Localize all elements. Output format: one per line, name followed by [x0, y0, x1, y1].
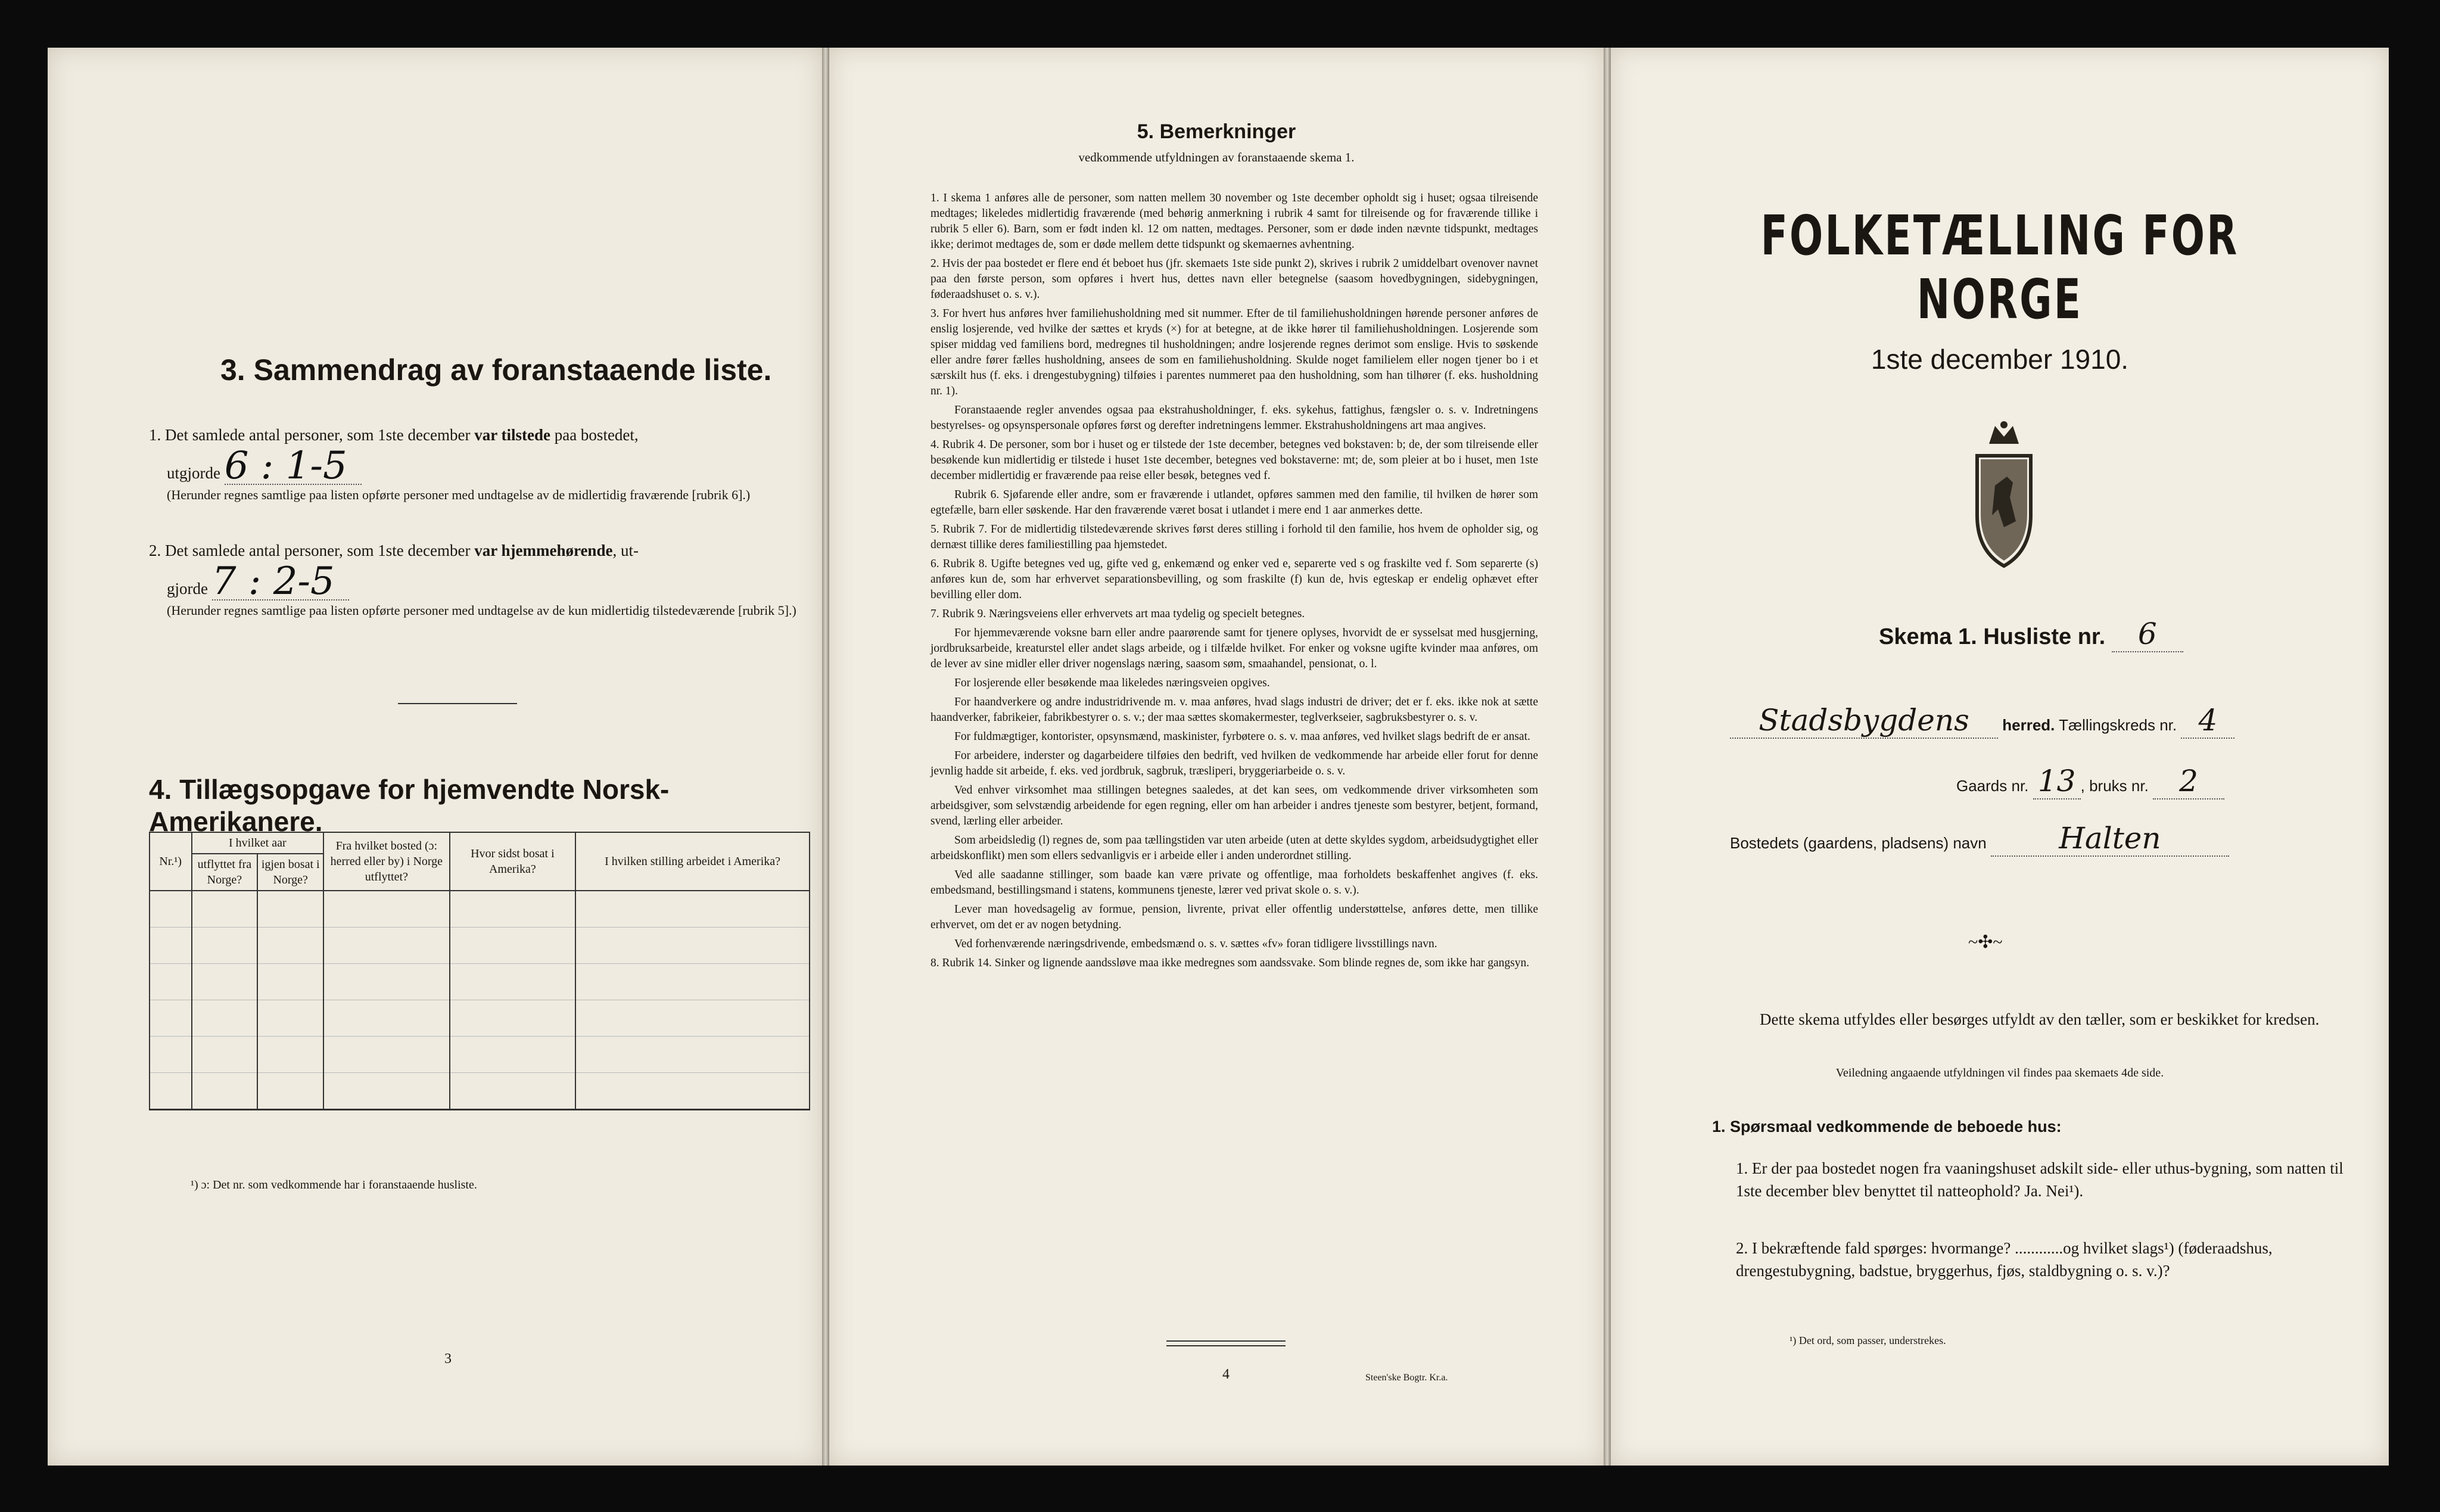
gaards-label: Gaards nr.: [1956, 777, 2029, 795]
table-row: [150, 1073, 810, 1110]
double-rule: [1166, 1340, 1286, 1346]
table-row: [150, 964, 810, 1000]
bosted-value: Halten: [1991, 821, 2229, 857]
table-row: [150, 1000, 810, 1037]
col-nr: Nr.¹): [150, 832, 192, 891]
bruks-label: , bruks nr.: [2080, 777, 2149, 795]
remark: For hjemmeværende voksne barn eller andre paarørende samt for tjenere oplyses, hvorvidt de er sysselsat med husgjerning, jordbruksarbeide, kreaturstel eller andet slags arbeide, og i tilfælde hvilket. For enker og voksne ugifte kvinder maa anføres, om de lever av sine midler eller driver nogenslags næring, saasom søm, smaahandel, pensionat, o. l.: [930, 627, 1538, 670]
divider: [398, 703, 517, 704]
item2-note: (Herunder regnes samtlige paa listen opførte personer med undtagelse av de kun midlertidig tilstedeværende [rubrik 5].): [167, 603, 796, 618]
intro-text: Dette skema utfyldes eller besørges utfyldt av den tæller, som er beskikket for kredsen.: [1760, 1010, 2320, 1028]
remark: 2. Hvis der paa bostedet er flere end ét beboet hus (jfr. skemaets 1ste side punkt 2), skrives i rubrik 2 umiddelbart ovenover navnet paa den første person, som opføres i hvert hus, dettes navn eller betegnelse (saasom hovedbygningen, sidebygningen, føderaadshuset o. s. v.).: [930, 257, 1538, 301]
page-fold: [822, 48, 829, 1466]
col-igjen-bosat: igjen bosat i Norge?: [257, 854, 323, 891]
remark: For losjerende eller besøkende maa likeledes næringsveien opgives.: [954, 677, 1270, 689]
remark: Rubrik 6. Sjøfarende eller andre, som er fraværende i utlandet, opføres sammen med den familie, til hvilken de hører som egtefælle, barn eller søskende. Har den fraværende været bosat i utlandet i mere end 1 aar anmerkes dette.: [930, 489, 1538, 517]
remark: 7. Rubrik 9. Næringsveiens eller erhvervets art maa tydelig og specielt betegnes.: [930, 608, 1305, 620]
remark: 1. I skema 1 anføres alle de personer, som natten mellem 30 november og 1ste december opholdt sig i huset; ogsaa tilreisende medtages; likeledes midlertidig fraværende (med behørig anmerkning i rubrik 4 samt for tilreisende og for fraværende tillike i rubrik 5 eller 6). Barn, som er født inden kl. 12 om natten, medtages. Personer, som er døde inden nævnte tidspunkt, medtages ikke; derimot medtages de, som er døde mellem dette tidspunkt og skemaernes avhentning.: [930, 192, 1538, 251]
remark: Ved alle saadanne stillinger, som baade kan være private og offentlige, maa forholdets beskaffenhet angives (f. eks. embedsmand, bestillingsmand i statens, kommunens tjeneste, lærer ved privat skole o. s. v.).: [930, 869, 1538, 897]
page-3: [48, 48, 822, 1466]
remark: Foranstaaende regler anvendes ogsaa paa ekstrahusholdninger, f. eks. sykehus, fattighus, fængsler o. s. v. Indretningens bestyrelses- og opsynspersonale opføres først og derefter indretningens lemmer. Ekstrahusholdningens art maa angives.: [930, 404, 1538, 432]
question-2: 2. I bekræftende fald spørges: hvormange? ............og hvilket slags¹) (føderaadshus, drengestubygning, badstue, bryggerhus, fjøs, staldbygning o. s. v.)?: [1736, 1239, 2273, 1280]
skema-line: [1879, 617, 2183, 652]
bosted-line: [1730, 821, 2229, 857]
table-row: [150, 891, 810, 928]
gaards-line: [1956, 764, 2224, 799]
page-number-4: 4: [1222, 1367, 1230, 1382]
page-fold: [1604, 48, 1611, 1466]
remark: Som arbeidsledig (l) regnes de, som paa tællingstiden var uten arbeide (uten at dette skyldes sygdom, arbeidsudygtighet eller arbeidskonflikt) men som ellers sedvanligvis er i arbeide eller i anden underordnet stilling.: [930, 834, 1538, 862]
remark: 8. Rubrik 14. Sinker og lignende aandssløve maa ikke medregnes som aandssvake. Som blinde regnes de, som ikke har gangsyn.: [930, 957, 1530, 969]
norway-coat-of-arms-icon: [1971, 420, 2037, 569]
item2-handwritten-value: 7 : 2-5: [212, 564, 349, 601]
item1-handwritten-value: 6 : 1-5: [225, 448, 362, 485]
item2-text: 2. Det samlede antal personer, som 1ste december: [149, 542, 475, 559]
item1-text: 1. Det samlede antal personer, som 1ste december: [149, 426, 475, 444]
herred-label: herred.: [2002, 716, 2055, 734]
summary-item-1: [149, 422, 810, 504]
remark: Ved enhver virksomhet maa stillingen betegnes saaledes, at det kan sees, om vedkommende driver virksomheten som arbeidsgiver, som selvstændig arbeidende for egen regning, eller om han arbeider i andres tjeneste som bestyrer, betjent, formand, svend, lærling eller arbeider.: [930, 784, 1538, 827]
item1-bold: var tilstede: [474, 426, 550, 444]
summary-item-2: [149, 537, 810, 620]
item1-note: (Herunder regnes samtlige paa listen opførte personer med undtagelse av de midlertidig fraværende [rubrik 6].): [167, 487, 751, 502]
section-3-title: 3. Sammendrag av foranstaaende liste.: [220, 353, 772, 387]
item1-utgjorde: utgjorde: [167, 464, 220, 482]
bruks-value: 2: [2153, 764, 2224, 799]
item2-utgjorde: gjorde: [167, 580, 208, 598]
page-4: [829, 48, 1604, 1466]
kreds-label: Tællingskreds nr.: [2059, 716, 2177, 734]
questions-heading: 1. Spørsmaal vedkommende de beboede hus:: [1712, 1118, 2062, 1135]
remark: Ved forhenværende næringsdrivende, embedsmænd o. s. v. sættes «fv» foran tidligere livsstillings navn.: [954, 938, 1437, 950]
question-1: 1. Er der paa bostedet nogen fra vaaningshuset adskilt side- eller uthus-bygning, som natten til 1ste december blev benyttet til natteophold? Ja. Nei¹).: [1736, 1159, 2343, 1200]
cover-footnote: ¹) Det ord, som passer, understrekes.: [1789, 1334, 1946, 1346]
item2-text-end: , ut-: [612, 542, 639, 559]
col-stilling: I hvilken stilling arbeidet i Amerika?: [575, 832, 810, 891]
col-bosted: Fra hvilket bosted (ɔ: herred eller by) i Norge utflyttet?: [323, 832, 450, 891]
intro-subtext: Veiledning angaaende utfyldningen vil findes paa skemaets 4de side.: [1835, 1066, 2164, 1079]
item1-text-end: paa bostedet,: [550, 426, 639, 444]
remark: For fuldmægtiger, kontorister, opsynsmænd, maskinister, fyrbøtere o. s. v. maa anføres, ved hvilket slags bedrift de er ansat.: [954, 730, 1530, 743]
herred-value: Stadsbygdens: [1730, 703, 1998, 739]
husliste-nr-value: 6: [2112, 617, 2183, 652]
remark: 5. Rubrik 7. For de midlertidig tilstedeværende skrives først deres stilling i forhold til den familie, hos hvem de opholder sig, og dernæst tillike deres familiestilling paa hjemstedet.: [930, 523, 1538, 551]
remarks-title: 5. Bemerkninger: [1137, 120, 1296, 143]
remark: For arbeidere, inderster og dagarbeidere tilføies den bedrift, ved hvilken de vedkommende har arbeide eller forut for denne jevnlig hadde sit arbeide, f. eks. ved jordbruk, sagbruk, træsliperi, bryggeriarbeide o. s. v.: [930, 749, 1538, 777]
census-title: FOLKETÆLLING FOR NORGE: [1760, 204, 2239, 331]
item2-bold: var hjemmehørende: [474, 542, 613, 559]
table-row: [150, 928, 810, 964]
remark: 6. Rubrik 8. Ugifte betegnes ved ug, gifte ved g, enkemænd og enker ved e, separerte ved s og fraskilte ved f. Som separerte (s) anføres kun de, som har erhvervet separationsbevilling, og som fraskilte (f) kun de, hvis egteskap er endelig ophævet efter bevilling eller dom.: [930, 558, 1538, 601]
printer-credit: Steen'ske Bogtr. Kr.a.: [1365, 1373, 1448, 1383]
gaards-value: 13: [2033, 764, 2081, 799]
remark: For haandverkere og andre industridrivende m. v. maa anføres, hvad slags industri de driver; det er f. eks. ikke nok at sætte haandverker, fabrikeier, fabrikbestyrer o. s. v.; der maa sættes skomakermester, teglverkseier, sagbruksbestyrer o. s. v.: [930, 696, 1538, 724]
col-utflyttet: utflyttet fra Norge?: [192, 854, 258, 891]
remarks-subtitle: vedkommende utfyldningen av foranstaaende skema 1.: [1078, 150, 1355, 164]
bosted-label: Bostedets (gaardens, pladsens) navn: [1730, 834, 1987, 852]
skema-label: Skema 1. Husliste nr.: [1879, 624, 2106, 649]
remark: 3. For hvert hus anføres hver familiehusholdning med sit nummer. Efter de til familiehusholdningen hørende personer anføres de enslig losjerende, ved hvilke der sættes et kryds (×) for at betegne, at de ikke hører til familiehusholdningen. Losjerende som spiser middag ved familiens bord, medregnes til husholdningen; andre losjerende regnes derimot som enslige. Hvis to søskende eller andre fører fælles husholdning, ansees de som en familiehusholdning. Skulde noget familielem eller nogen tjener bo i et særskilt hus (f. eks. i drengestubygning) tilføies i parentes nummeret paa den husholdning, som han tilhører (f. eks. husholdning nr. 1).: [930, 307, 1538, 397]
page-number-3: 3: [444, 1351, 452, 1367]
remarks-list: [930, 191, 1538, 975]
section-4-title: 4. Tillægsopgave for hjemvendte Norsk-Amerikanere.: [149, 774, 670, 837]
kreds-value: 4: [2181, 703, 2234, 739]
table-footnote: ¹) ɔ: Det nr. som vedkommende har i foranstaaende husliste.: [191, 1178, 477, 1191]
norsk-amerikanere-table: [149, 832, 810, 1110]
table-row: [150, 1037, 810, 1073]
page-1-cover: [1611, 48, 2389, 1466]
remark: 4. Rubrik 4. De personer, som bor i huset og er tilstede der 1ste december, betegnes ved bokstaven: b; de, der som tilreisende eller besøkende kun midlertidig er tilstede i huset 1ste december, betegnes ved bokstaverne: mt; de, som pleier at bo i huset, men 1ste december midlertidig er fraværende paa reise eller besøk, betegnes ved f.: [930, 438, 1538, 482]
ornament: ~✣~: [1968, 932, 2003, 952]
col-sidst-bosat: Hvor sidst bosat i Amerika?: [450, 832, 576, 891]
census-date: 1ste december 1910.: [1871, 344, 2129, 375]
col-aar-group: I hvilket aar: [192, 832, 324, 854]
herred-line: [1730, 703, 2234, 739]
remark: Lever man hovedsagelig av formue, pension, livrente, privat eller offentlig understøttelse, anføres dette, men tillike erhvervet, om det er av nogen betydning.: [930, 903, 1538, 931]
